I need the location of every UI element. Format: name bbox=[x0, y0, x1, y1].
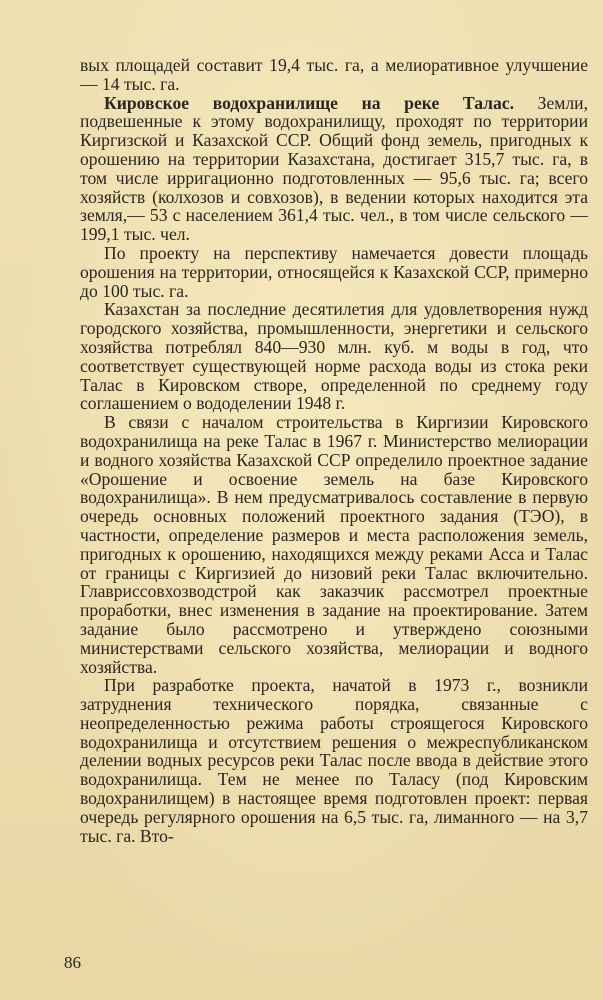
paragraph-2-text: Земли, подвешенные к этому водохранилищу, проходят по территории Киргизской и Казахской ССР. Общий фонд земель, пригодных к орошению на территории Казахстана, достигает 315,7 тыс. га, в том числе ирригационно подготовленных — 95,6 тыс. га; всего хозяйств (колхозов и совхозов), в ведении которых находится эта земля,— 53 с населением 361,4 тыс. чел., в том числе сельского — 199,1 тыс. чел. bbox=[80, 92, 588, 245]
body-text bbox=[80, 56, 588, 845]
paragraph-4-text: Казахстан за последние десятилетия для удовлетворения нужд городского хозяйства, промышленности, энергетики и сельского хозяйства потреблял 840—930 млн. куб. м воды в год, что соответствует существующей норме расхода воды из стока реки Талас в Кировском створе, определенной по среднему году соглашением о вододелении 1948 г. bbox=[80, 299, 588, 414]
paragraph-3 bbox=[80, 244, 588, 300]
paragraph-6-text: При разработке проекта, начатой в 1973 г., возникли затруднения технического порядка, связанные с неопределенностью режима работы строящегося Кировского водохранилища и отсутствием решения о межреспубликанском делении водных ресурсов реки Талас после ввода в действие этого водохранилища. Тем не менее по Таласу (под Кировским водохранилищем) в настоящее время подготовлен проект: первая очередь регулярного орошения на 6,5 тыс. га, лиманного — на 3,7 тыс. га. Вто- bbox=[80, 675, 588, 846]
paragraph-3-text: По проекту на перспективу намечается довести площадь орошения на территории, относящейся к Казахской ССР, примерно до 100 тыс. га. bbox=[80, 242, 588, 301]
section-heading: Кировское водохранилище на реке Талас. bbox=[104, 92, 515, 113]
paragraph-4 bbox=[80, 300, 588, 413]
paragraph-1-text: вых площадей составит 19,4 тыс. га, а мелиоративное улучшение — 14 тыс. га. bbox=[80, 55, 588, 94]
paragraph-6 bbox=[80, 676, 588, 845]
paragraph-2 bbox=[80, 94, 588, 244]
paragraph-5 bbox=[80, 413, 588, 676]
paragraph-5-text: В связи с началом строительства в Киргизии Кировского водохранилища на реке Талас в 1967 г. Министерство мелиорации и водного хозяйства Казахской ССР определило проектное задание «Орошение и освоение земель на базе Кировского водохранилища». В нем предусматривалось составление в первую очередь основных положений проектного задания (ТЭО), в частности, определение размеров и места расположения земель, пригодных к орошению, находящихся между реками Асса и Талас от границы с Киргизией до низовий реки Талас включительно. Главриссовхозводстрой как заказчик рассмотрел проектные проработки, внес изменения в задание на проектирование. Затем задание было рассмотрено и утверждено союзными министерствами сельского хозяйства, мелиорации и водного хозяйства. bbox=[80, 412, 588, 677]
page-number: 86 bbox=[64, 953, 81, 972]
paragraph-1 bbox=[80, 56, 588, 94]
